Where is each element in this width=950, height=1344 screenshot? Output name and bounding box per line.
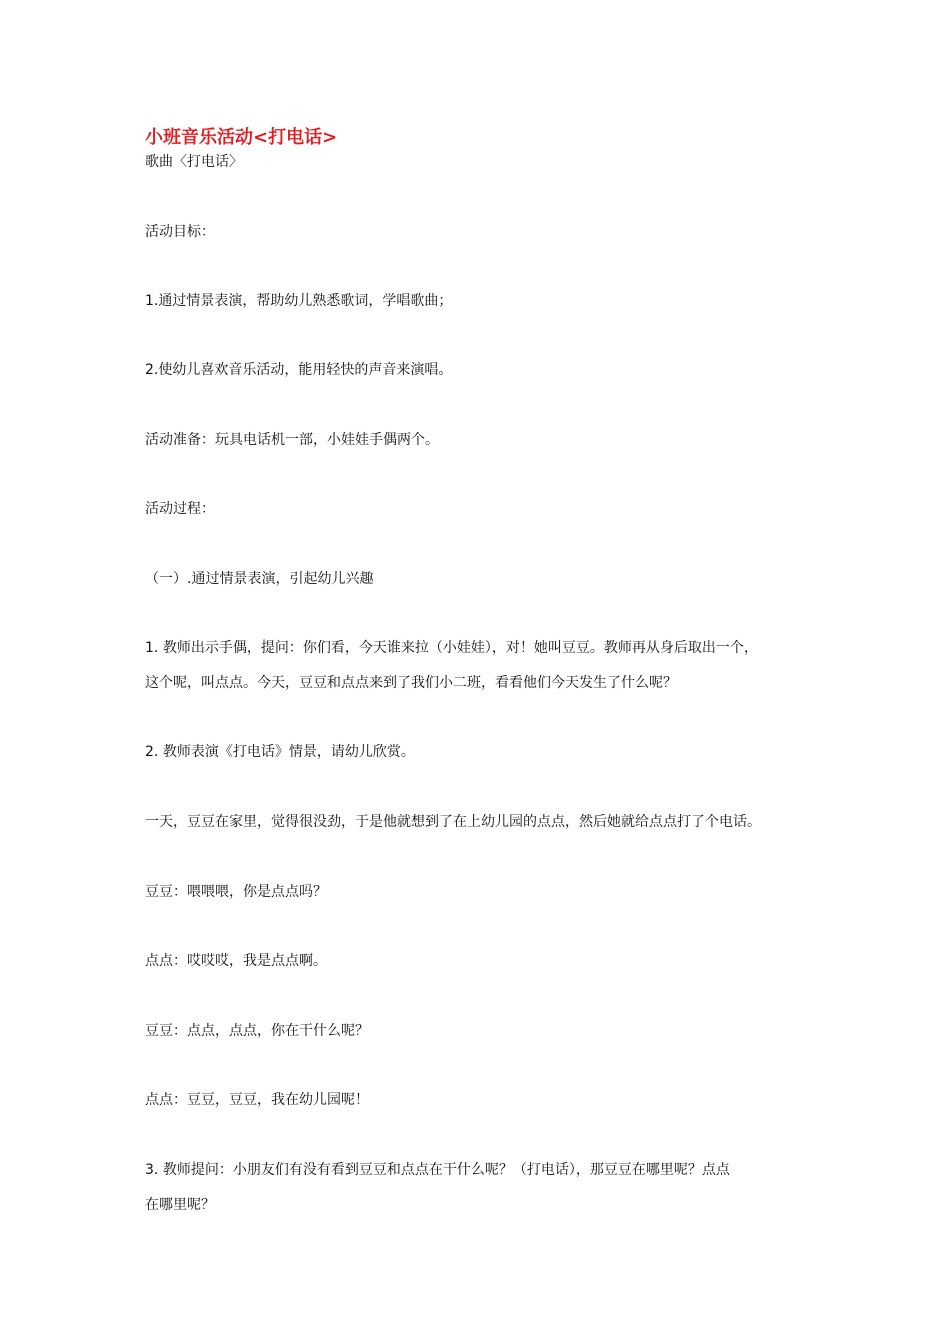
dialogue-line-4: 点点：豆豆，豆豆，我在幼儿园呢！	[145, 1092, 369, 1108]
goal-number: 1	[145, 293, 154, 309]
step-3-line-1	[145, 1161, 730, 1179]
step-text: . 教师出示手偶，提问：你们看，今天谁来拉（小娃娃），对！她叫豆豆。教师再从身后取出一个，	[153, 640, 758, 656]
step-number: 3	[145, 1162, 154, 1178]
document-title: 小班音乐活动<打电话>	[145, 127, 338, 148]
song-subtitle: 歌曲〈打电话〉	[145, 154, 243, 170]
step-1-line-2: 这个呢，叫点点。今天，豆豆和点点来到了我们小二班，看看他们今天发生了什么呢？	[145, 675, 677, 691]
story-paragraph: 一天，豆豆在家里，觉得很没劲，于是他就想到了在上幼儿园的点点，然后她就给点点打了个电话。	[145, 814, 761, 830]
step-3-line-2: 在哪里呢？	[145, 1197, 215, 1213]
step-2	[145, 743, 415, 761]
dialogue-line-2: 点点：哎哎哎，我是点点啊。	[145, 953, 327, 969]
dialogue-line-1: 豆豆：喂喂喂，你是点点吗？	[145, 884, 327, 900]
step-text: . 教师提问：小朋友们有没有看到豆豆和点点在干什么呢？（打电话），那豆豆在哪里呢？点点	[153, 1162, 730, 1178]
preparation-text: 活动准备：玩具电话机一部，小娃娃手偶两个。	[145, 432, 439, 448]
goals-heading: 活动目标：	[145, 224, 215, 240]
goal-item-1	[145, 292, 452, 310]
goal-text: .通过情景表演，帮助幼儿熟悉歌词，学唱歌曲；	[153, 293, 453, 309]
step-text: . 教师表演《打电话》情景，请幼儿欣赏。	[153, 744, 415, 760]
dialogue-line-3: 豆豆：点点，点点，你在干什么呢？	[145, 1023, 369, 1039]
process-heading: 活动过程：	[145, 501, 215, 517]
step-1-line-1	[145, 639, 758, 657]
goal-item-2	[145, 361, 452, 379]
goal-number: 2	[145, 362, 154, 378]
step-number: 2	[145, 744, 154, 760]
step-number: 1	[145, 640, 154, 656]
section-one-heading: （一）.通过情景表演，引起幼儿兴趣	[145, 571, 374, 587]
goal-text: .使幼儿喜欢音乐活动，能用轻快的声音来演唱。	[153, 362, 453, 378]
